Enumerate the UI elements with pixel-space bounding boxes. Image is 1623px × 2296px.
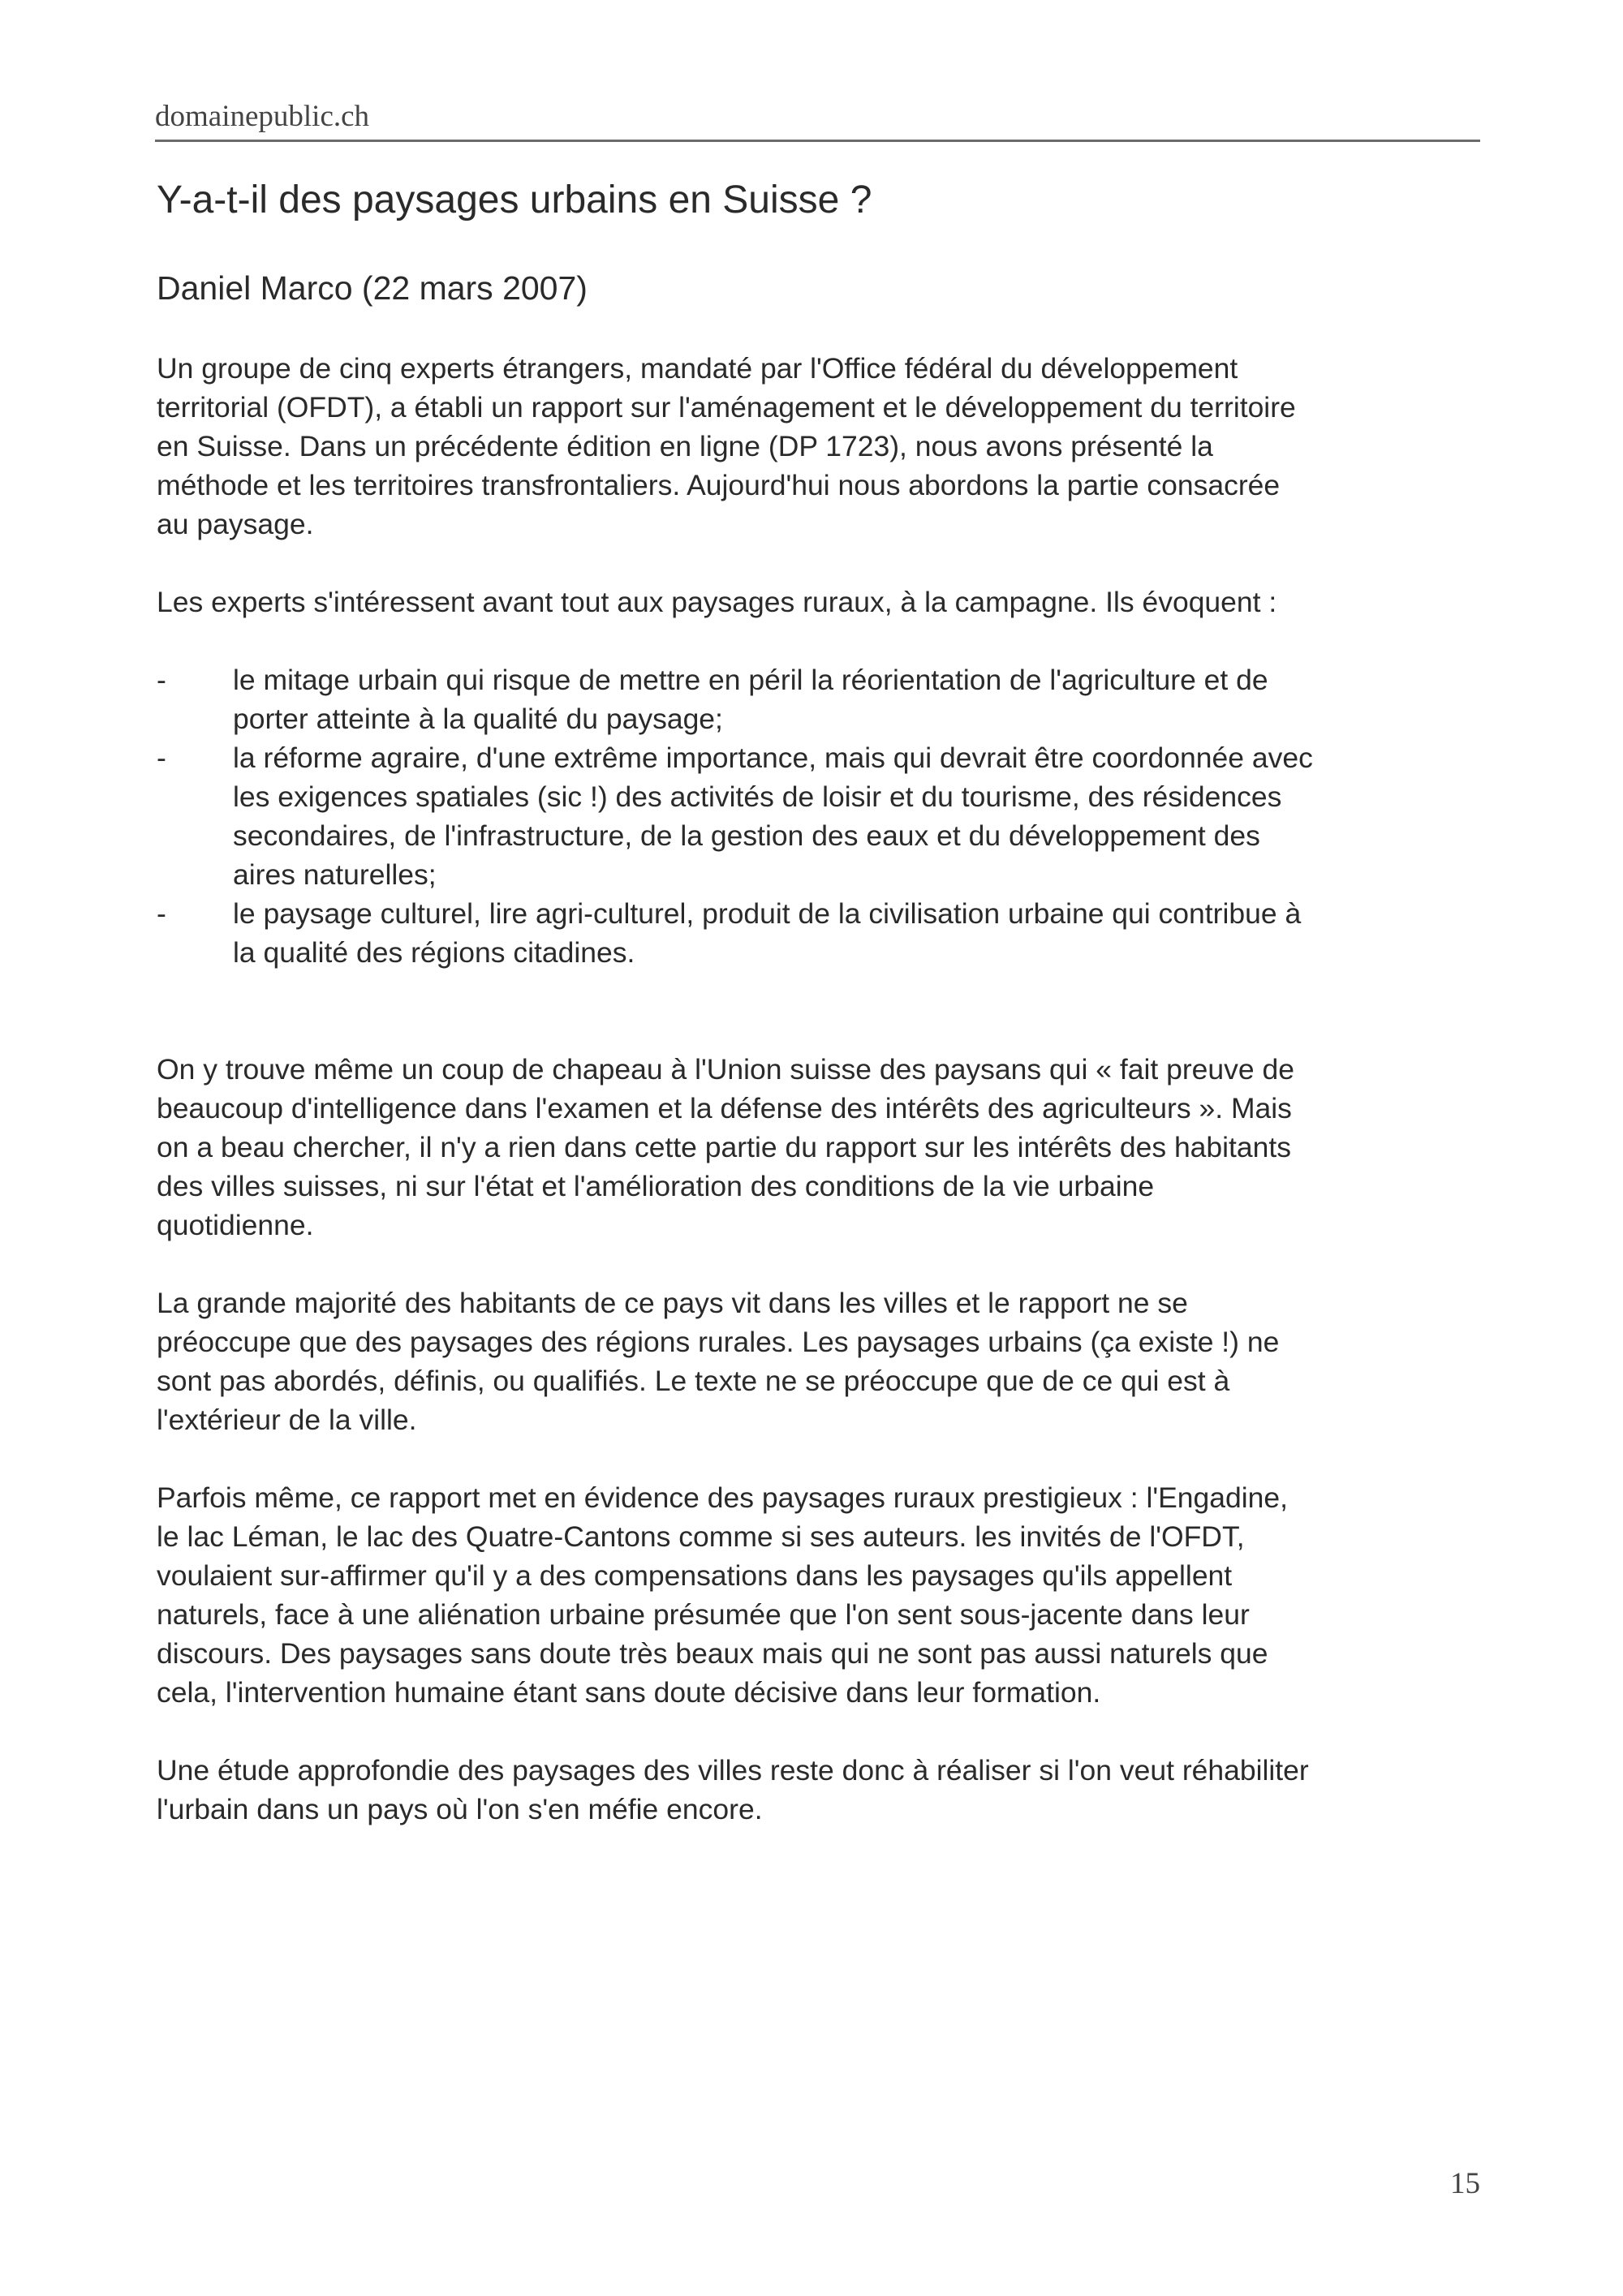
article	[157, 177, 1484, 1829]
text-line: au paysage.	[157, 507, 314, 540]
text-line: sont pas abordés, définis, ou qualifiés. Le texte ne se préoccupe que de ce qui est à	[157, 1364, 1230, 1397]
text-line: le paysage culturel, lire agri-culturel, produit de la civilisation urbaine qui contribue à	[233, 896, 1302, 930]
bullet-item-mitage	[157, 660, 1484, 738]
paragraph-experts	[157, 583, 1484, 621]
text-line: le lac Léman, le lac des Quatre-Cantons comme si ses auteurs. les invités de l'OFDT,	[157, 1520, 1245, 1553]
paragraph-union-suisse	[157, 1050, 1484, 1245]
text-line: Un groupe de cinq experts étrangers, mandaté par l'Office fédéral du développement	[157, 351, 1238, 385]
paragraph-gap	[157, 1439, 1484, 1478]
bullet-list	[157, 660, 1484, 972]
text-line: On y trouve même un coup de chapeau à l'Union suisse des paysans qui « fait preuve de	[157, 1052, 1294, 1086]
running-header	[155, 97, 1480, 142]
paragraph-intro	[157, 349, 1484, 544]
text-line: Une étude approfondie des paysages des villes reste donc à réaliser si l'on veut réhabiliter	[157, 1753, 1309, 1786]
paragraph-gap	[157, 621, 1484, 660]
text-line: les exigences spatiales (sic !) des activités de loisir et du tourisme, des résidences	[233, 780, 1282, 813]
paragraph-gap	[157, 972, 1484, 1050]
text-line: secondaires, de l'infrastructure, de la gestion des eaux et du développement des	[233, 819, 1260, 852]
paragraph-gap	[157, 544, 1484, 583]
text-line: quotidienne.	[157, 1208, 314, 1241]
paragraph-majorite	[157, 1283, 1484, 1439]
text-line: territorial (OFDT), a établi un rapport sur l'aménagement et le développement du territoire	[157, 390, 1296, 424]
text-line: on a beau chercher, il n'y a rien dans cette partie du rapport sur les intérêts des habitants	[157, 1130, 1292, 1163]
page-number: 15	[1450, 2167, 1480, 2200]
text-line: La grande majorité des habitants de ce pays vit dans les villes et le rapport ne se	[157, 1286, 1188, 1319]
bullet-item-reforme	[157, 738, 1484, 894]
bullet-marker: -	[157, 896, 166, 930]
paragraph-paysages-prestigieux	[157, 1478, 1484, 1712]
text-line: préoccupe que des paysages des régions rurales. Les paysages urbains (ça existe !) ne	[157, 1325, 1280, 1358]
text-line: Parfois même, ce rapport met en évidence des paysages ruraux prestigieux : l'Engadine,	[157, 1481, 1288, 1514]
bullet-marker: -	[157, 741, 166, 774]
bullet-marker: -	[157, 663, 166, 696]
site-name: domainepublic.ch	[155, 100, 370, 133]
paragraph-gap	[157, 1712, 1484, 1751]
text-line: l'urbain dans un pays où l'on s'en méfie encore.	[157, 1792, 763, 1825]
article-byline: Daniel Marco (22 mars 2007)	[157, 269, 588, 307]
text-line: porter atteinte à la qualité du paysage;	[233, 702, 723, 735]
text-line: l'extérieur de la ville.	[157, 1403, 417, 1436]
paragraph-conclusion	[157, 1751, 1484, 1829]
text-line: aires naturelles;	[233, 858, 437, 891]
text-line: beaucoup d'intelligence dans l'examen et la défense des intérêts des agriculteurs ». Mais	[157, 1091, 1292, 1124]
text-line: la réforme agraire, d'une extrême importance, mais qui devrait être coordonnée avec	[233, 741, 1313, 774]
text-line: la qualité des régions citadines.	[233, 935, 635, 969]
article-body	[157, 349, 1484, 1829]
text-line: le mitage urbain qui risque de mettre en péril la réorientation de l'agriculture et de	[233, 663, 1268, 696]
paragraph-gap	[157, 1245, 1484, 1283]
text-line: en Suisse. Dans un précédente édition en ligne (DP 1723), nous avons présenté la	[157, 429, 1213, 462]
bullet-item-paysage-culturel	[157, 894, 1484, 972]
text-line: voulaient sur-affirmer qu'il y a des compensations dans les paysages qu'ils appellent	[157, 1559, 1233, 1592]
text-line: méthode et les territoires transfrontaliers. Aujourd'hui nous abordons la partie consacrée	[157, 468, 1281, 501]
text-line: Les experts s'intéressent avant tout aux paysages ruraux, à la campagne. Ils évoquent :	[157, 585, 1277, 618]
text-line: des villes suisses, ni sur l'état et l'amélioration des conditions de la vie urbaine	[157, 1169, 1155, 1202]
text-line: discours. Des paysages sans doute très beaux mais qui ne sont pas aussi naturels que	[157, 1636, 1268, 1670]
text-line: naturels, face à une aliénation urbaine présumée que l'on sent sous-jacente dans leur	[157, 1597, 1250, 1631]
text-line: cela, l'intervention humaine étant sans doute décisive dans leur formation.	[157, 1675, 1101, 1709]
article-title: Y-a-t-il des paysages urbains en Suisse ?	[157, 178, 872, 221]
